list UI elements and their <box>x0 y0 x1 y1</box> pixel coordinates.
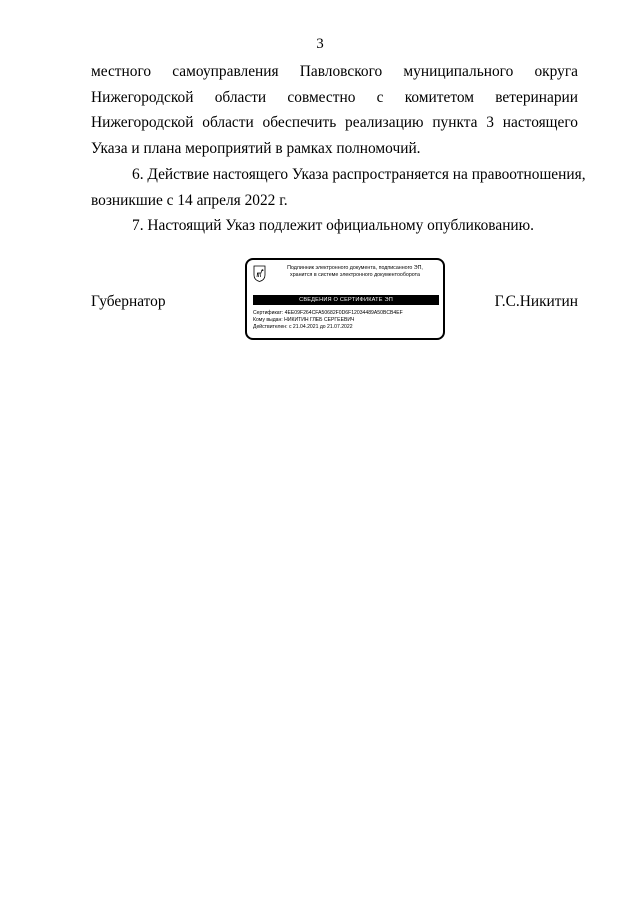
text-line: 6. Действие настоящего Указа распространяется на правоотношения, <box>132 166 586 183</box>
signatory-name: Г.С.Никитин <box>494 293 578 310</box>
paragraph-item-7 <box>91 213 578 239</box>
text-line: возникшие с 14 апреля 2022 г. <box>91 191 288 209</box>
certificate-owner: Кому выдан: НИКИТИН ГЛЕБ СЕРГЕЕВИЧ <box>253 316 355 323</box>
text-line: 7. Настоящий Указ подлежит официальному опубликованию. <box>132 217 535 234</box>
certificate-number: Сертификат: 4EE09F264CFA50682F0D6F12034489A50BCB4EF <box>253 310 403 316</box>
stamp-header <box>269 265 441 279</box>
stamp-header-line: Подлинник электронного документа, подписанного ЭП, <box>287 265 423 271</box>
certificate-details <box>253 310 441 330</box>
signatory-title: Губернатор <box>91 293 166 310</box>
paragraph-item-6 <box>91 162 586 213</box>
deer-coat-of-arms-icon <box>253 265 266 282</box>
text-line: Нижегородской области обеспечить реализацию пункта 3 настоящего <box>91 114 578 131</box>
text-line: Указа и плана мероприятий в рамках полномочий. <box>91 139 421 157</box>
stamp-title-band: СВЕДЕНИЯ О СЕРТИФИКАТЕ ЭП <box>253 295 439 305</box>
certificate-validity: Действителен: с 21.04.2021 до 21.07.2022 <box>253 323 353 330</box>
page-number: 3 <box>316 36 324 52</box>
paragraph-continuation <box>91 59 578 161</box>
text-line: местного самоуправления Павловского муниципального округа <box>91 63 578 80</box>
stamp-header-line: хранится в системе электронного документооборота <box>290 272 420 278</box>
text-line: Нижегородской области совместно с комитетом ветеринарии <box>91 88 578 106</box>
electronic-signature-stamp <box>245 258 445 340</box>
